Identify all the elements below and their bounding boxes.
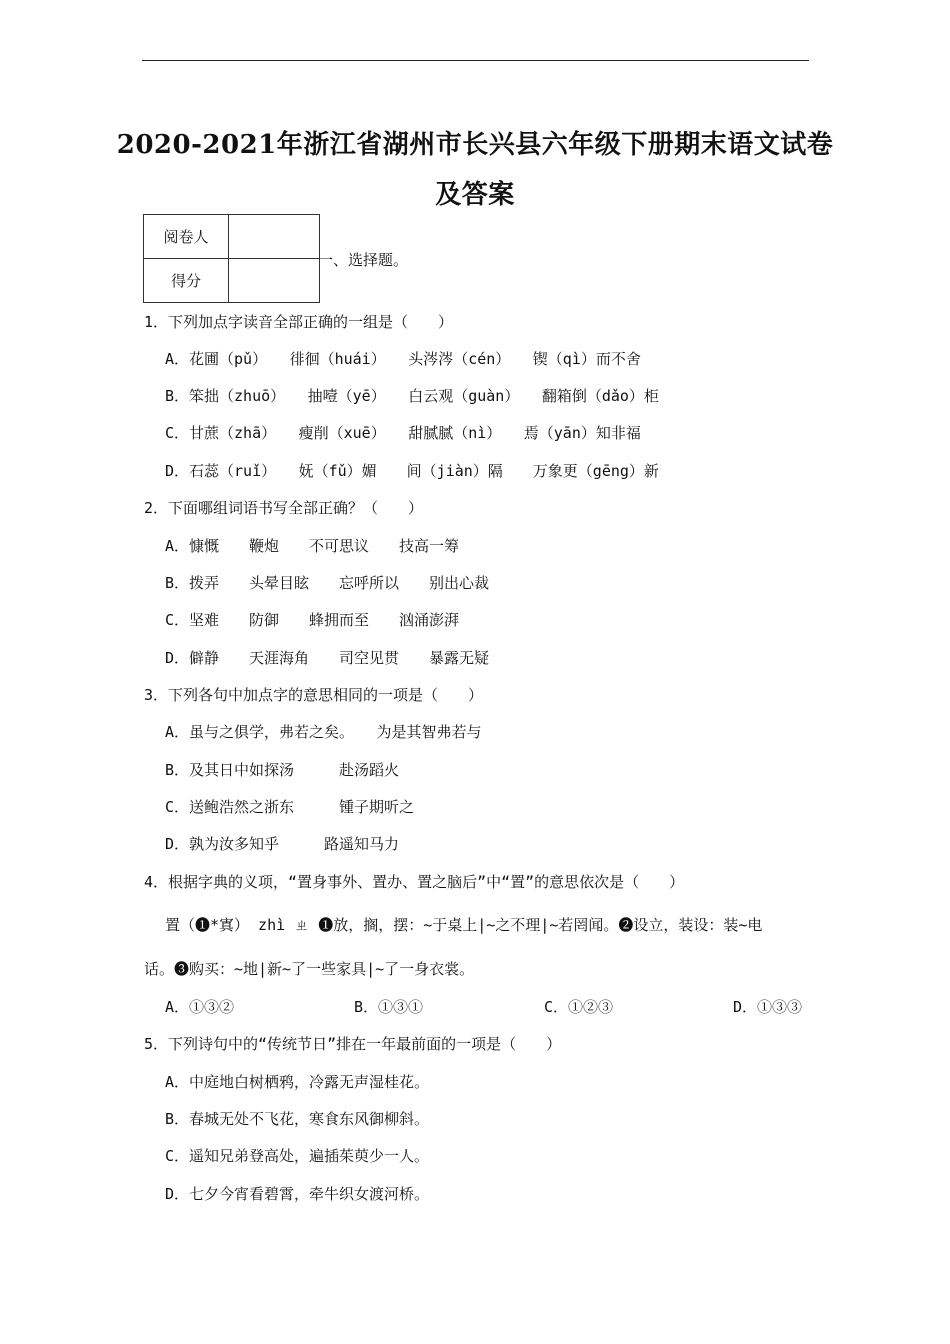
dictionary-entry-line2: 话。❸购买：~地|新~了一些家具|~了一身衣裳。 <box>144 960 475 978</box>
question-3-option-a: A．虽与之俱学，弗若之矣。 为是其智弗若与 <box>165 723 482 741</box>
question-2-option-b: B．拨弄 头晕目眩 忘呼所以 别出心裁 <box>165 574 490 592</box>
score-label: 得分 <box>144 259 229 303</box>
question-5-option-a: A．中庭地白树栖鸦，冷露无声湿桂花。 <box>165 1073 430 1091</box>
section-heading: 一、选择题。 <box>318 251 409 269</box>
question-1-option-d: D．石蕊（ruǐ） 妩（fǔ）媚 间（jiàn）隔 万象更（gēng）新 <box>165 462 659 480</box>
question-2-option-d: D．僻静 天涯海角 司空见贯 暴露无疑 <box>165 649 490 667</box>
question-1-option-b: B．笨拙（zhuō） 抽噎（yē） 白云观（guàn） 翻箱倒（dǎo）柜 <box>165 387 659 405</box>
header-rule <box>142 60 809 61</box>
question-4-choice-c: C．①②③ <box>544 998 614 1016</box>
question-5-option-d: D．七夕今宵看碧霄，牵牛织女渡河桥。 <box>165 1185 430 1203</box>
question-4-stem: 4．根据字典的义项，“置身事外、置办、置之脑后”中“置”的意思依次是（ ） <box>144 873 685 891</box>
question-4-choice-a: A．①③② <box>165 998 235 1016</box>
table-row <box>144 259 320 303</box>
question-2-stem: 2．下面哪组词语书写全部正确？（ ） <box>144 499 424 517</box>
score-table <box>143 214 320 303</box>
question-5-option-c: C．遥知兄弟登高处，遍插茱萸少一人。 <box>165 1147 430 1165</box>
table-row <box>144 215 320 259</box>
question-2-option-c: C．坚难 防御 蜂拥而至 汹涌澎湃 <box>165 611 460 629</box>
page-title: 2020-2021年浙江省湖州市长兴县六年级下册期末语文试卷 <box>116 130 834 160</box>
score-value <box>229 259 320 303</box>
question-1-stem: 1．下列加点字读音全部正确的一组是（ ） <box>144 313 454 331</box>
reviewer-label: 阅卷人 <box>144 215 229 259</box>
question-4-choice-b: B．①③① <box>354 998 424 1016</box>
dictionary-entry-line1: 置（❶*寘） zhì ㄓ ❶放，搁，摆：~于桌上|~之不理|~若罔闻。❷设立，装设：装~电 <box>165 916 763 934</box>
question-4-choices <box>165 996 815 1016</box>
reviewer-value <box>229 215 320 259</box>
question-3-option-b: B．及其日中如探汤 赴汤蹈火 <box>165 761 400 779</box>
page-title-line2: 及答案 <box>435 180 515 210</box>
question-5-stem: 5．下列诗句中的“传统节日”排在一年最前面的一项是（ ） <box>144 1035 562 1053</box>
question-3-stem: 3．下列各句中加点字的意思相同的一项是（ ） <box>144 686 484 704</box>
question-1-option-c: C．甘蔗（zhā） 瘦削（xuē） 甜腻腻（nì） 焉（yān）知非福 <box>165 424 641 442</box>
question-3-option-c: C．送鲍浩然之浙东 锺子期听之 <box>165 798 415 816</box>
question-1-option-a: A．花圃（pǔ） 徘徊（huái） 头涔涔（cén） 锲（qì）而不舍 <box>165 350 641 368</box>
question-4-choice-d: D．①③③ <box>733 998 803 1016</box>
question-5-option-b: B．春城无处不飞花，寒食东风御柳斜。 <box>165 1110 430 1128</box>
question-2-option-a: A．慷慨 鞭炮 不可思议 技高一筹 <box>165 537 460 555</box>
question-3-option-d: D．孰为汝多知乎 路遥知马力 <box>165 835 400 853</box>
